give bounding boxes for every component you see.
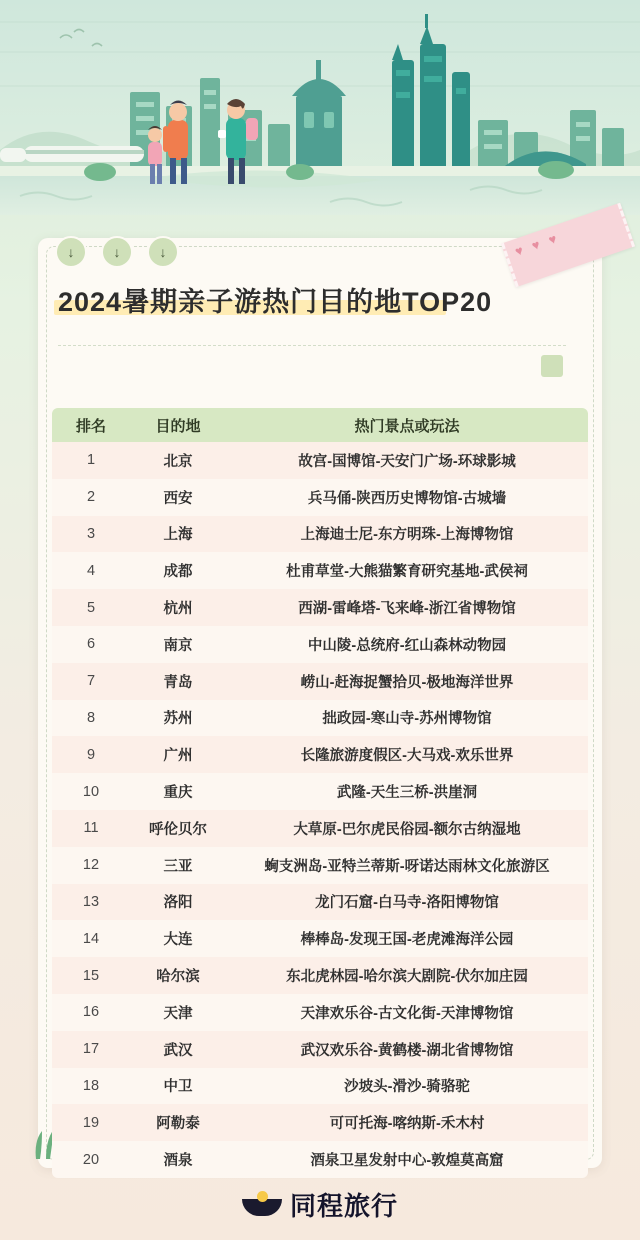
cell-destination: 酒泉: [163, 1153, 193, 1170]
cell-spots: 蜔支洲岛-亚特兰蒂斯-呀诺达雨林文化旅游区: [264, 858, 550, 875]
cell-rank: 17: [82, 1041, 100, 1058]
logo-dot-shape: [257, 1191, 268, 1202]
table-row: [52, 1141, 588, 1178]
table-row: [52, 516, 588, 553]
cell-spots: 兵马俑-陕西历史博物馆-古城墙: [307, 490, 507, 507]
cell-rank: 1: [86, 452, 96, 469]
cell-destination: 中卫: [163, 1079, 193, 1096]
cell-spots: 棒棒岛-发现王国-老虎滩海洋公园: [300, 932, 514, 949]
title-divider: [58, 345, 566, 346]
cell-spots: 沙坡头-滑沙-骑骆驼: [344, 1079, 470, 1096]
cell-spots: 故宫-国博馆-天安门广场-环球影城: [298, 453, 516, 470]
table-row: [52, 957, 588, 994]
table-row: [52, 1068, 588, 1105]
cell-rank: 16: [82, 1004, 100, 1021]
table-row: [52, 479, 588, 516]
arrow-indicators: [55, 236, 179, 268]
cell-destination: 武汉: [163, 1042, 193, 1059]
table-row: [52, 884, 588, 921]
table-row: [52, 773, 588, 810]
cell-destination: 青岛: [163, 674, 193, 691]
cell-destination: 呼伦贝尔: [149, 821, 207, 838]
cell-rank: 14: [82, 930, 100, 947]
table-row: [52, 994, 588, 1031]
cell-destination: 北京: [163, 453, 193, 470]
cell-spots: 中山陵-总统府-红山森林动物园: [307, 637, 507, 654]
arrow-down-glyph: ↓: [67, 244, 75, 260]
arrow-down-icon: [101, 236, 133, 268]
table-row: [52, 589, 588, 626]
arrow-down-icon: [147, 236, 179, 268]
arrow-down-glyph: ↓: [113, 244, 121, 260]
cell-spots: 崂山-赶海捉蟹拾贝-极地海洋世界: [300, 674, 514, 691]
cell-destination: 成都: [163, 564, 193, 581]
cell-rank: 18: [82, 1077, 100, 1094]
cell-spots: 东北虎林园-哈尔滨大剧院-伏尔加庄园: [286, 969, 528, 986]
cell-destination: 杭州: [163, 601, 193, 618]
table-row: [52, 847, 588, 884]
arrow-down-glyph: ↓: [159, 244, 167, 260]
cell-rank: 12: [82, 857, 100, 874]
brand-name: 同程旅行: [289, 1190, 398, 1221]
brand-logo-icon: [242, 1191, 282, 1217]
table-row: [52, 552, 588, 589]
column-header-spots: 热门景点或玩法: [354, 417, 460, 435]
cell-destination: 南京: [163, 637, 193, 654]
cell-rank: 2: [86, 489, 96, 506]
cell-rank: 13: [82, 893, 100, 910]
footer-brand: [0, 1168, 640, 1240]
cell-rank: 15: [82, 967, 100, 984]
cell-destination: 三亚: [163, 858, 193, 875]
table-header-row: [52, 408, 588, 442]
hero-illustration: [0, 0, 640, 215]
cell-destination: 哈尔滨: [156, 969, 200, 986]
table-row: [52, 442, 588, 479]
cell-rank: 8: [86, 709, 96, 726]
cell-spots: 可可托海-喀纳斯-禾木村: [329, 1116, 485, 1133]
table-row: [52, 1104, 588, 1141]
cell-rank: 9: [86, 746, 96, 763]
cell-destination: 天津: [163, 1005, 193, 1022]
heart-icons: ♥♥♥: [512, 227, 569, 260]
cell-destination: 广州: [163, 748, 193, 765]
cell-rank: 20: [82, 1151, 100, 1168]
cell-spots: 上海迪士尼-东方明珠-上海博物馆: [300, 527, 514, 544]
cell-rank: 10: [82, 783, 100, 800]
cell-destination: 大连: [163, 932, 193, 949]
table-row: [52, 626, 588, 663]
ranking-table: [52, 408, 588, 1178]
table-row: [52, 700, 588, 737]
cell-spots: 杜甫草堂-大熊猫繁育研究基地-武侯祠: [286, 564, 528, 581]
cell-rank: 7: [86, 673, 96, 690]
column-header-destination: 目的地: [155, 417, 201, 435]
table-row: [52, 810, 588, 847]
column-header-rank: 排名: [75, 417, 106, 435]
cell-spots: 武汉欢乐谷-黄鹤楼-湖北省博物馆: [300, 1042, 514, 1059]
table-row: [52, 736, 588, 773]
page-title: 2024暑期亲子游热门目的地TOP20: [58, 287, 493, 317]
cell-rank: 4: [86, 562, 96, 579]
cell-destination: 洛阳: [163, 895, 193, 912]
table-row: [52, 663, 588, 700]
cell-rank: 19: [82, 1114, 100, 1131]
decorative-square: [541, 355, 563, 377]
cell-rank: 5: [86, 599, 96, 616]
cell-spots: 长隆旅游度假区-大马戏-欢乐世界: [300, 748, 514, 765]
table-row: [52, 1031, 588, 1068]
table-row: [52, 920, 588, 957]
cell-spots: 武隆-天生三桥-洪崖洞: [336, 785, 478, 802]
cell-destination: 重庆: [163, 785, 193, 802]
cell-spots: 天津欢乐谷-古文化街-天津博物馆: [300, 1005, 514, 1022]
cell-destination: 西安: [163, 490, 193, 507]
arrow-down-icon: [55, 236, 87, 268]
cell-spots: 大草原-巴尔虎民俗园-额尔古纳湿地: [293, 821, 521, 838]
cell-spots: 拙政园-寒山寺-苏州博物馆: [322, 711, 492, 728]
cell-rank: 3: [86, 525, 96, 542]
cell-destination: 苏州: [163, 711, 193, 728]
cell-destination: 上海: [163, 527, 193, 544]
cell-destination: 阿勒泰: [156, 1116, 200, 1133]
cell-rank: 6: [86, 636, 96, 653]
cell-spots: 酒泉卫星发射中心-敦煌莫高窟: [310, 1153, 504, 1170]
cell-spots: 龙门石窟-白马寺-洛阳博物馆: [315, 895, 499, 912]
title-block: [58, 272, 578, 332]
cell-rank: 11: [83, 820, 99, 837]
cell-spots: 西湖-雷峰塔-飞来峰-浙江省博物馆: [298, 601, 516, 618]
